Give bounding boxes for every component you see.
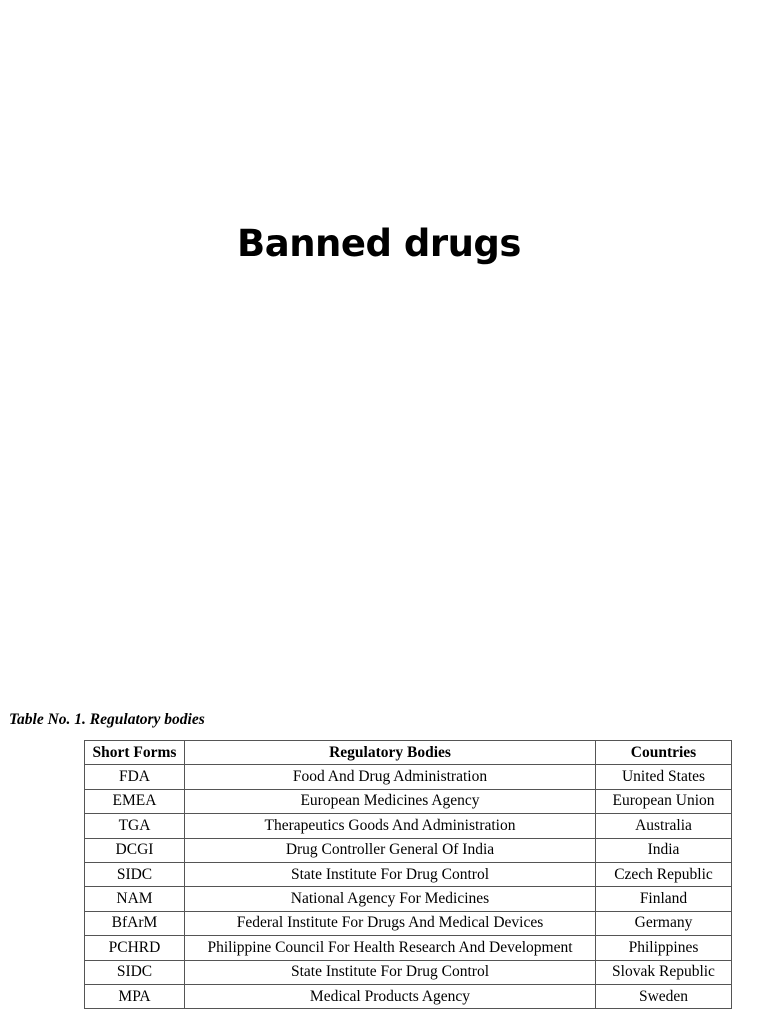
country-cell: Sweden xyxy=(596,984,732,1008)
column-header-countries: Countries xyxy=(596,741,732,765)
table-row xyxy=(85,862,732,886)
table-row xyxy=(85,887,732,911)
country-cell: Slovak Republic xyxy=(596,960,732,984)
regulatory-body-cell: National Agency For Medicines xyxy=(185,887,596,911)
country-cell: United States xyxy=(596,765,732,789)
short-form-cell: TGA xyxy=(85,814,185,838)
regulatory-body-cell: State Institute For Drug Control xyxy=(185,960,596,984)
short-form-cell: MPA xyxy=(85,984,185,1008)
country-cell: India xyxy=(596,838,732,862)
slide-title: Banned drugs xyxy=(237,222,521,265)
table-row xyxy=(85,960,732,984)
short-form-cell: SIDC xyxy=(85,960,185,984)
column-header-short-forms: Short Forms xyxy=(85,741,185,765)
short-form-cell: PCHRD xyxy=(85,936,185,960)
country-cell: Czech Republic xyxy=(596,862,732,886)
regulatory-body-cell: Therapeutics Goods And Administration xyxy=(185,814,596,838)
country-cell: European Union xyxy=(596,789,732,813)
table-row xyxy=(85,911,732,935)
regulatory-body-cell: Medical Products Agency xyxy=(185,984,596,1008)
table-row xyxy=(85,765,732,789)
table-row xyxy=(85,789,732,813)
short-form-cell: EMEA xyxy=(85,789,185,813)
short-form-cell: BfArM xyxy=(85,911,185,935)
regulatory-body-cell: Philippine Council For Health Research And Development xyxy=(185,936,596,960)
country-cell: Finland xyxy=(596,887,732,911)
table-row xyxy=(85,936,732,960)
regulatory-body-cell: Drug Controller General Of India xyxy=(185,838,596,862)
regulatory-body-cell: State Institute For Drug Control xyxy=(185,862,596,886)
short-form-cell: DCGI xyxy=(85,838,185,862)
column-header-regulatory-bodies: Regulatory Bodies xyxy=(185,741,596,765)
short-form-cell: NAM xyxy=(85,887,185,911)
regulatory-bodies-table xyxy=(84,740,732,1009)
country-cell: Philippines xyxy=(596,936,732,960)
table-row xyxy=(85,838,732,862)
regulatory-body-cell: Federal Institute For Drugs And Medical Devices xyxy=(185,911,596,935)
regulatory-body-cell: European Medicines Agency xyxy=(185,789,596,813)
table-header-row xyxy=(85,741,732,765)
table-caption: Table No. 1. Regulatory bodies xyxy=(9,711,205,728)
country-cell: Australia xyxy=(596,814,732,838)
table-row xyxy=(85,814,732,838)
country-cell: Germany xyxy=(596,911,732,935)
regulatory-body-cell: Food And Drug Administration xyxy=(185,765,596,789)
short-form-cell: SIDC xyxy=(85,862,185,886)
table-row xyxy=(85,984,732,1008)
short-form-cell: FDA xyxy=(85,765,185,789)
